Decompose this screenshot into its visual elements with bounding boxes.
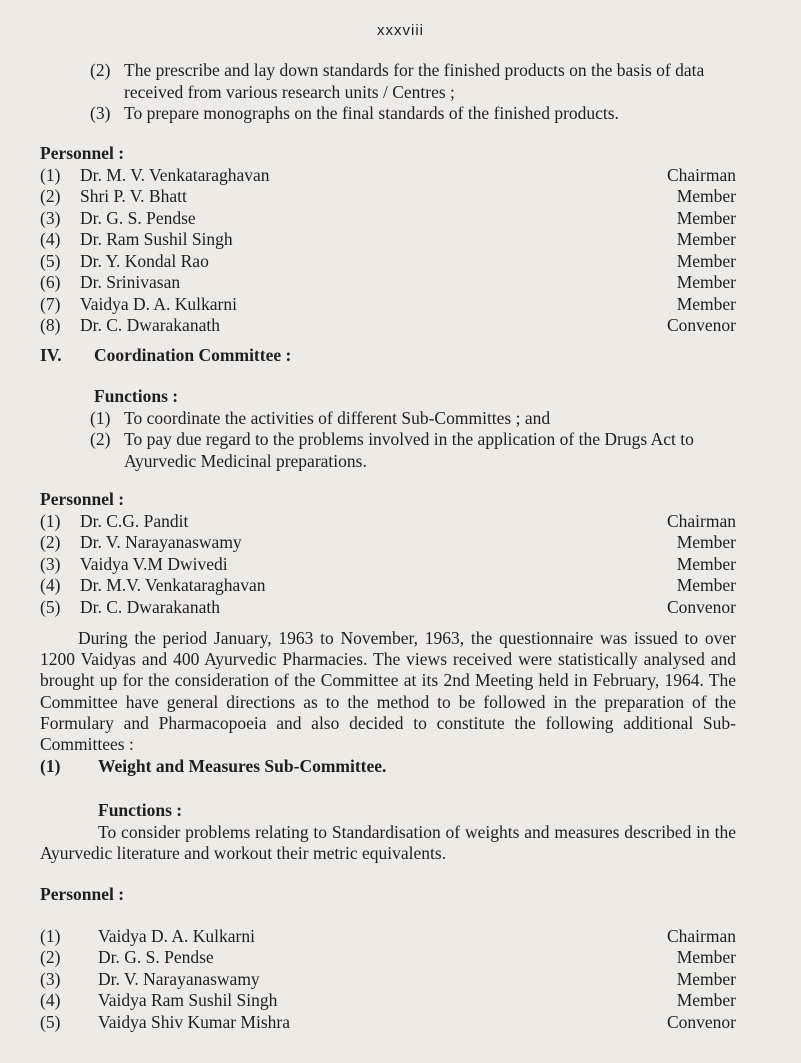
function-number: (2) [90, 60, 111, 80]
member-name: Vaidya D. A. Kulkarni [98, 925, 255, 946]
function-text: The prescribe and lay down standards for the finished products on the basis of data received from various research units / Centres ; [124, 60, 705, 102]
member-name: Dr. G. S. Pendse [80, 207, 196, 228]
section-roman-numeral: IV. [40, 345, 62, 365]
member-row [40, 969, 736, 991]
member-row [40, 165, 736, 187]
member-name: Vaidya V.M Dwivedi [80, 553, 228, 574]
member-role: Member [676, 207, 736, 228]
member-name: Vaidya Ram Sushil Singh [98, 990, 278, 1010]
member-number: (2) [40, 532, 61, 552]
member-number: (8) [40, 315, 61, 335]
member-name: Dr. V. Narayanaswamy [98, 968, 260, 989]
function-number: (1) [90, 407, 111, 428]
member-name: Dr. M.V. Venkataraghavan [80, 575, 266, 595]
function-number: (2) [90, 429, 111, 449]
member-row [40, 990, 736, 1012]
member-row [40, 315, 736, 337]
sub-committee-functions [40, 800, 736, 865]
paragraph-text: During the period January, 1963 to November, 1963, the questionnaire was issued to over 1200 Vaidyas and 400 Ayurvedic Pharmacies. The views received were statistically analysed and brought up for the consideration of the Committee at its 2nd Meeting held in February, 1964. The Committee have general directions as to the method to be followed in the preparation of the Formulary and Pharmacopoeia and also decided to constitute the following additional Sub-Committees : [40, 628, 736, 755]
member-row [40, 532, 736, 554]
member-number: (5) [40, 1011, 61, 1032]
member-number: (2) [40, 947, 61, 967]
page-number: xxxviii [377, 22, 424, 39]
member-number: (1) [40, 925, 61, 946]
sub-committee-title: Weight and Measures Sub-Committee. [98, 756, 387, 776]
function-item [40, 103, 736, 125]
member-number: (7) [40, 293, 61, 314]
member-row [40, 251, 736, 273]
member-role: Member [676, 575, 736, 595]
member-role: Convenor [666, 596, 736, 617]
member-role: Convenor [666, 1011, 736, 1032]
member-name: Dr. C. Dwarakanath [80, 596, 220, 617]
function-text: To prepare monographs on the final standards of the finished products. [124, 103, 619, 123]
member-number: (1) [40, 510, 61, 531]
member-row [40, 1012, 736, 1034]
sub-committee-number: (1) [40, 756, 61, 776]
member-row [40, 554, 736, 576]
section-iv-functions [40, 386, 736, 472]
sub-committee-personnel [40, 884, 736, 1033]
member-name: Dr. C. Dwarakanath [80, 315, 220, 335]
sub-committee-header [40, 756, 736, 778]
personnel-heading: Personnel : [40, 143, 125, 163]
section-title: Coordination Committee : [94, 345, 292, 365]
personnel-list-2 [40, 489, 736, 618]
function-text: To coordinate the activities of different Sub-Committes ; and [124, 407, 551, 428]
member-row [40, 947, 736, 969]
member-number: (1) [40, 164, 61, 185]
member-row [40, 575, 736, 597]
member-role: Member [676, 532, 736, 552]
member-name: Vaidya D. A. Kulkarni [80, 293, 237, 314]
member-role: Member [676, 990, 736, 1010]
member-name: Dr. G. S. Pendse [98, 947, 214, 967]
body-paragraph [40, 628, 736, 755]
top-functions-list [40, 60, 736, 125]
member-number: (4) [40, 990, 61, 1010]
member-role: Member [676, 250, 736, 271]
member-number: (4) [40, 575, 61, 595]
member-role: Convenor [666, 315, 736, 335]
member-number: (3) [40, 207, 61, 228]
member-row [40, 208, 736, 230]
member-role: Chairman [666, 925, 736, 946]
member-row [40, 229, 736, 251]
member-number: (2) [40, 186, 61, 206]
member-role: Chairman [666, 510, 736, 531]
function-item [40, 408, 736, 430]
member-role: Member [676, 947, 736, 967]
personnel-heading: Personnel : [40, 884, 125, 904]
member-role: Member [676, 968, 736, 989]
functions-heading: Functions : [98, 800, 183, 820]
function-item [40, 60, 736, 103]
member-name: Dr. Srinivasan [80, 272, 181, 292]
member-name: Dr. M. V. Venkataraghavan [80, 164, 270, 185]
member-row [40, 294, 736, 316]
member-name: Vaidya Shiv Kumar Mishra [98, 1011, 290, 1032]
member-row [40, 597, 736, 619]
function-text: To pay due regard to the problems involved in the application of the Drugs Act to Ayurvedic Medicinal preparations. [124, 429, 694, 471]
member-name: Dr. Y. Kondal Rao [80, 250, 209, 271]
functions-text: To consider problems relating to Standardisation of weights and measures described in the Ayurvedic literature and workout their metric equivalents. [40, 821, 736, 863]
member-number: (3) [40, 968, 61, 989]
member-row [40, 926, 736, 948]
member-name: Dr. V. Narayanaswamy [80, 532, 242, 552]
member-number: (5) [40, 250, 61, 271]
member-role: Member [676, 186, 736, 206]
member-number: (3) [40, 553, 61, 574]
personnel-heading: Personnel : [40, 489, 125, 509]
member-role: Member [676, 229, 736, 249]
member-role: Chairman [666, 164, 736, 185]
personnel-list-1 [40, 143, 736, 337]
function-number: (3) [90, 103, 111, 123]
member-name: Dr. C.G. Pandit [80, 510, 189, 531]
section-iv-header [40, 345, 736, 367]
member-row [40, 272, 736, 294]
member-name: Shri P. V. Bhatt [80, 186, 187, 206]
member-role: Member [676, 272, 736, 292]
member-row [40, 186, 736, 208]
member-role: Member [676, 293, 736, 314]
member-number: (6) [40, 272, 61, 292]
member-role: Member [676, 553, 736, 574]
member-number: (4) [40, 229, 61, 249]
member-number: (5) [40, 596, 61, 617]
member-row [40, 511, 736, 533]
function-item [40, 429, 736, 472]
member-name: Dr. Ram Sushil Singh [80, 229, 233, 249]
functions-heading: Functions : [94, 386, 179, 406]
